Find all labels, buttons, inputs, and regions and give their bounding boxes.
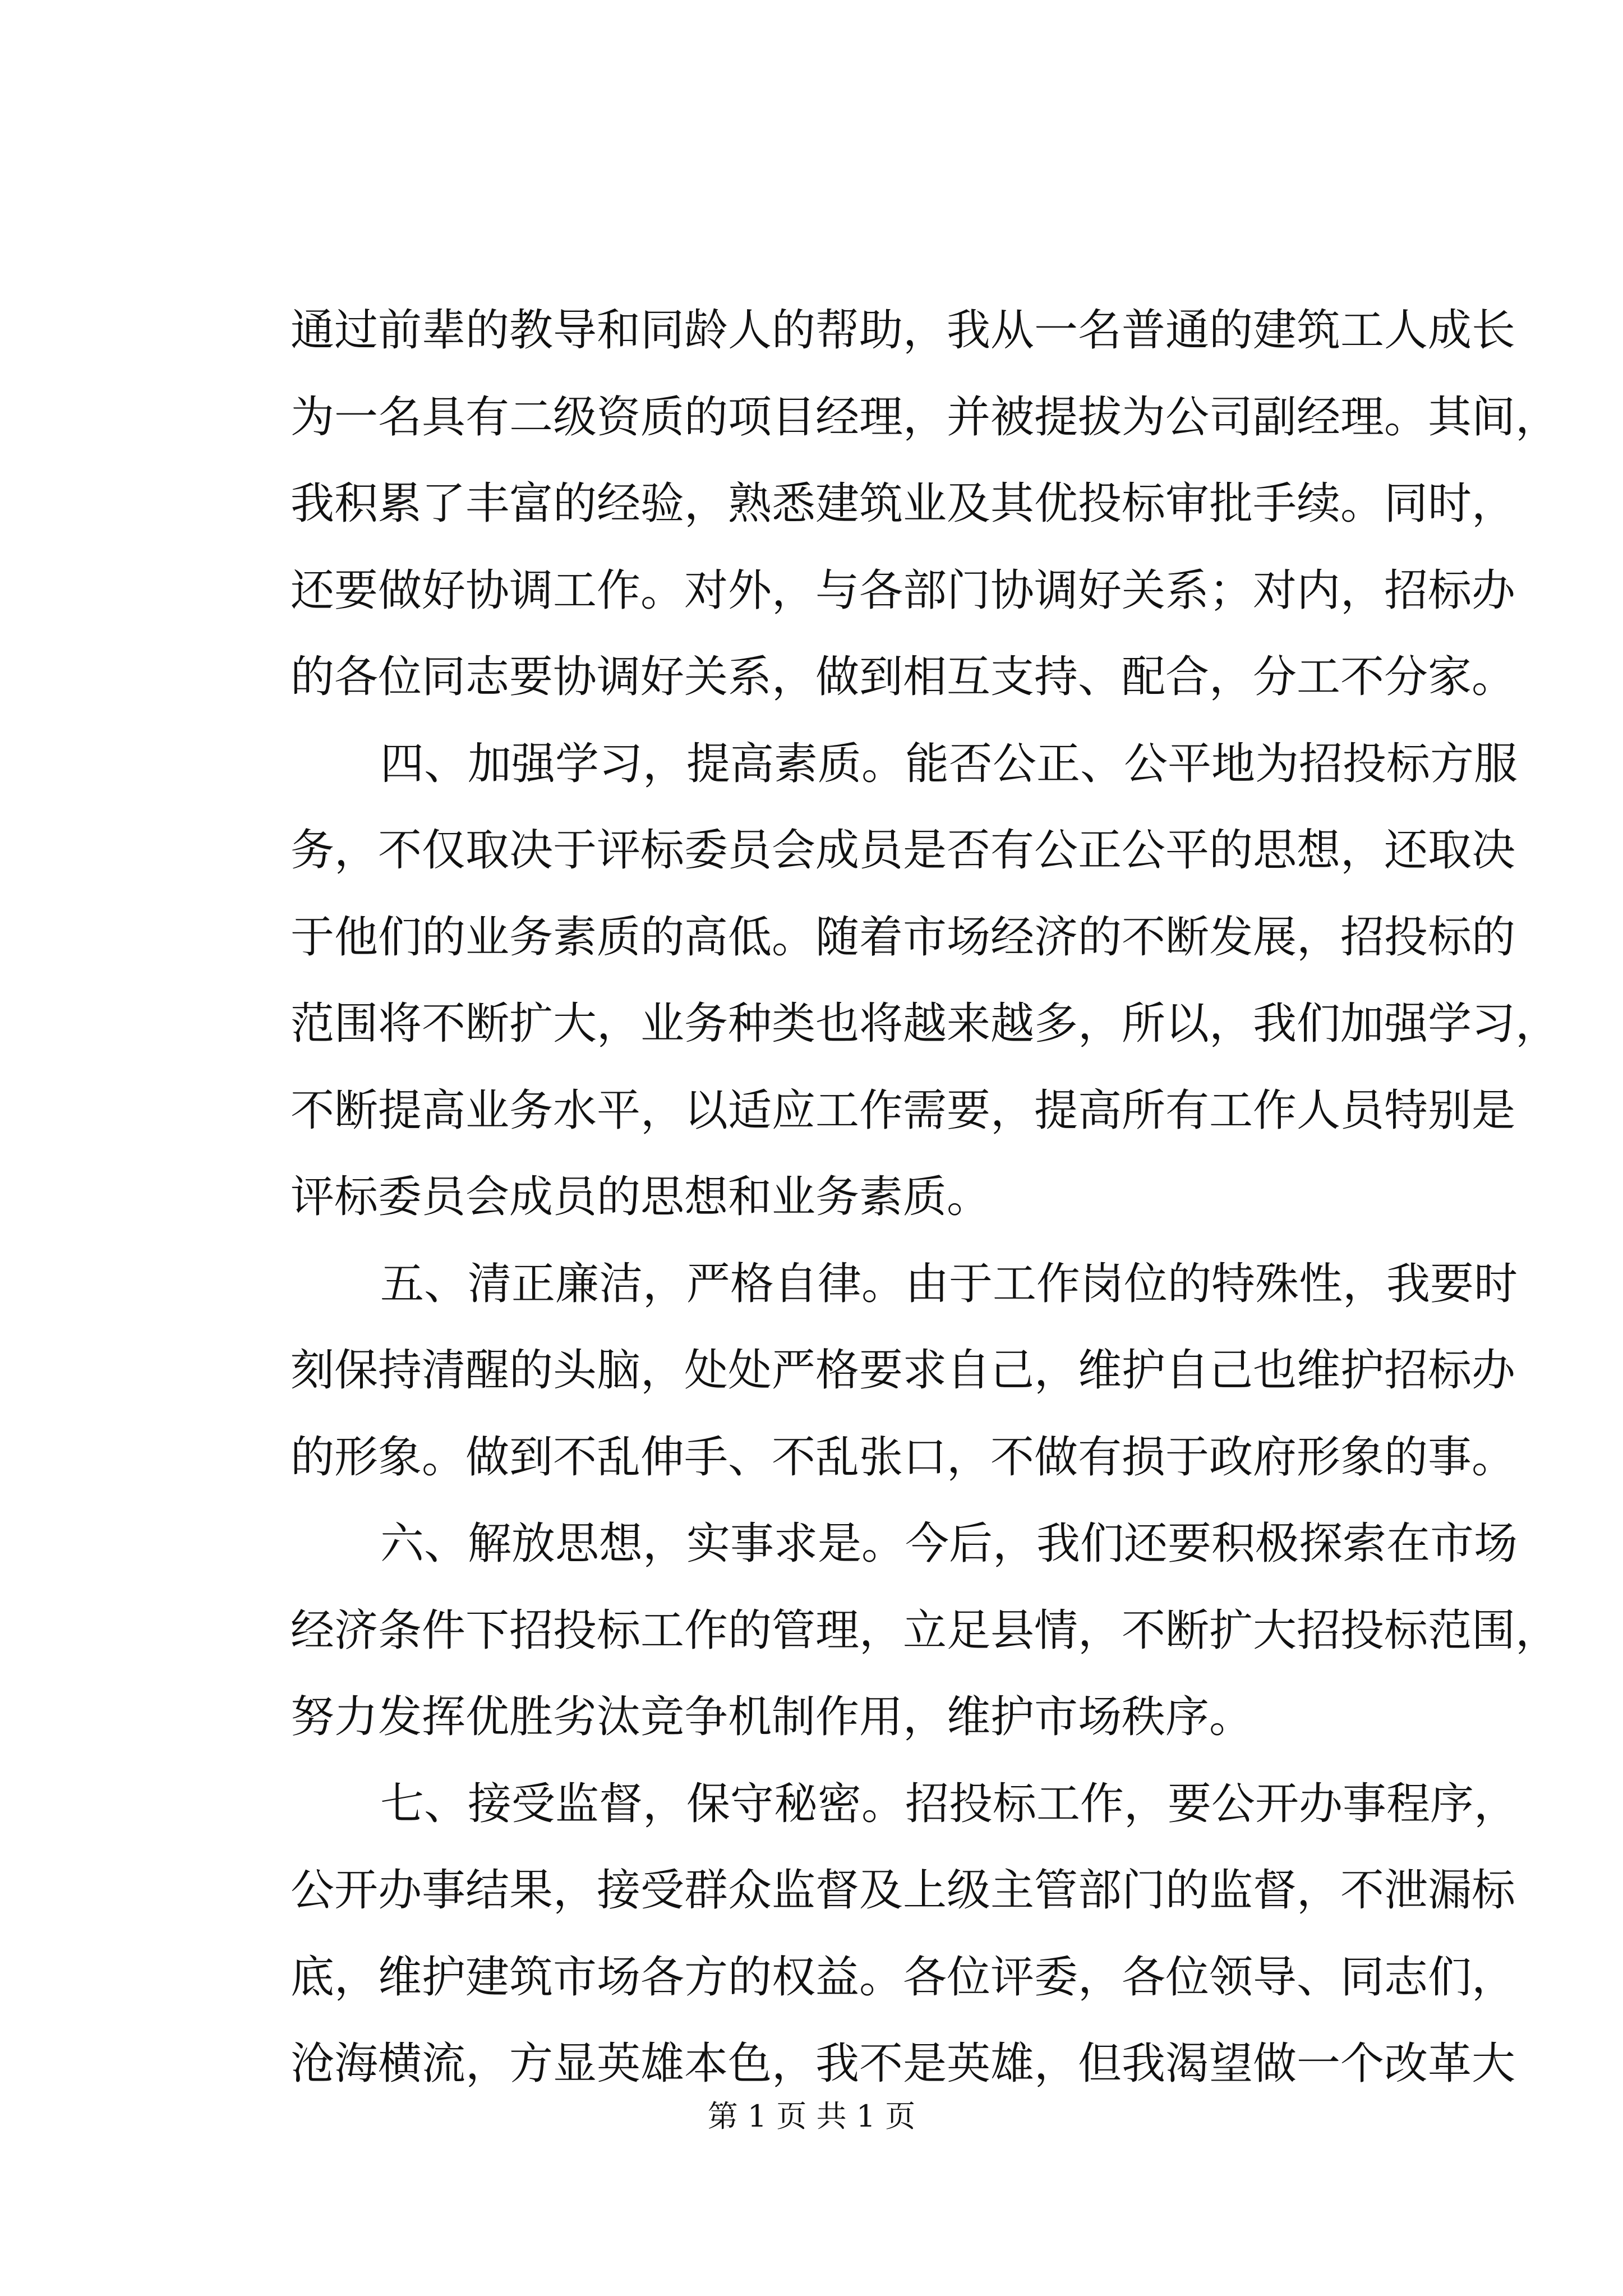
text-line: 为一名具有二级资质的项目经理，并被提拔为公司副经理。其间，	[291, 392, 1560, 443]
text-line: 经济条件下招投标工作的管理，立足县情，不断扩大招投标范围，	[291, 1605, 1560, 1656]
text-line: 还要做好协调工作。对外，与各部门协调好关系；对内，招标办	[291, 565, 1516, 616]
text-line: 公开办事结果，接受群众监督及上级主管部门的监督，不泄漏标	[291, 1865, 1516, 1916]
text-line: 的形象。做到不乱伸手、不乱张口，不做有损于政府形象的事。	[291, 1432, 1516, 1483]
text-line: 我积累了丰富的经验，熟悉建筑业及其优投标审批手续。同时，	[291, 478, 1516, 529]
document-body	[291, 301, 1560, 2121]
paragraph-first-line: 六、解放思想，实事求是。今后，我们还要积极探索在市场	[380, 1519, 1518, 1569]
text-line: 评标委员会成员的思想和业务素质。	[291, 1172, 991, 1222]
text-line: 沧海横流，方显英雄本色，我不是英雄，但我渴望做一个改革大	[291, 2039, 1516, 2089]
text-line: 务，不仅取决于评标委员会成员是否有公正公平的思想，还取决	[291, 825, 1516, 876]
text-line: 范围将不断扩大，业务种类也将越来越多，所以，我们加强学习，	[291, 999, 1560, 1049]
text-line: 不断提高业务水平，以适应工作需要，提高所有工作人员特别是	[291, 1085, 1516, 1136]
paragraph-first-line: 五、清正廉洁，严格自律。由于工作岗位的特殊性，我要时	[380, 1258, 1518, 1309]
text-line: 的各位同志要协调好关系，做到相互支持、配合，分工不分家。	[291, 652, 1516, 702]
paragraph-first-line: 七、接受监督，保守秘密。招投标工作，要公开办事程序，	[380, 1778, 1518, 1829]
text-line: 刻保持清醒的头脑，处处严格要求自己，维护自己也维护招标办	[291, 1345, 1516, 1396]
text-line: 底，维护建筑市场各方的权益。各位评委，各位领导、同志们，	[291, 1952, 1516, 2003]
text-line: 于他们的业务素质的高低。随着市场经济的不断发展，招投标的	[291, 912, 1516, 963]
page-number-label: 第 1 页 共 1 页	[707, 2099, 916, 2134]
paragraph-first-line: 四、加强学习，提高素质。能否公正、公平地为招投标方服	[380, 738, 1518, 789]
page-footer	[0, 2092, 1623, 2136]
text-line: 努力发挥优胜劣汰竞争机制作用，维护市场秩序。	[291, 1692, 1253, 1742]
text-line: 通过前辈的教导和同龄人的帮助，我从一名普通的建筑工人成长	[291, 305, 1516, 356]
